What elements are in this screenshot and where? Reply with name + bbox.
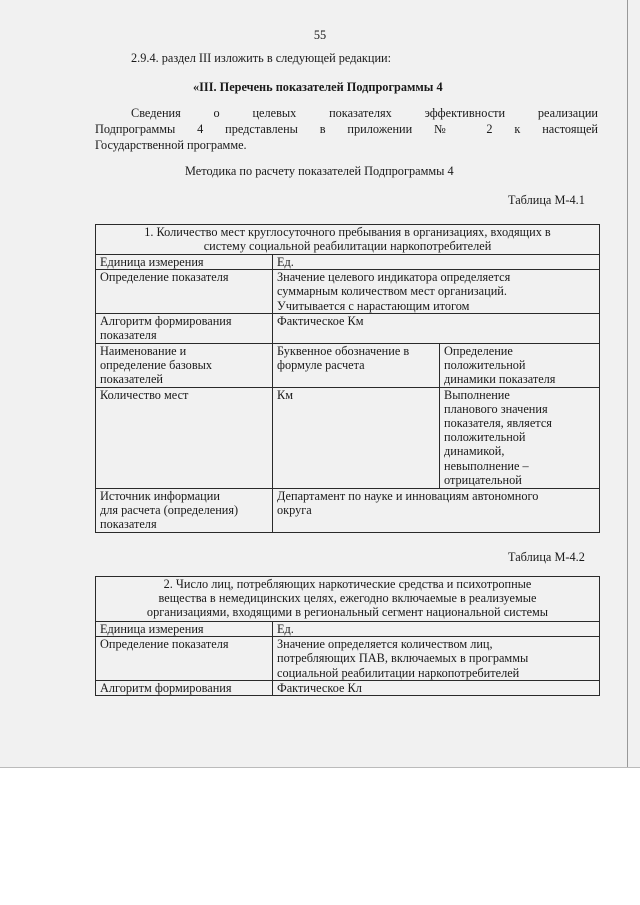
table1-source-label: Источник информации для расчета (определения) показателя [96,488,273,532]
table-m42 [95,576,600,696]
table1-unit-value: Ед. [273,255,600,270]
table1-places-label: Количество мест [96,387,273,488]
table1-letter-header: Буквенное обозначение в формуле расчета [273,343,440,387]
table2-label: Таблица М-4.2 [508,550,585,564]
table1-algorithm-value: Фактическое Км [273,314,600,343]
table2-title: 2. Число лиц, потребляющих наркотические средства и психотропные вещества в немедицинских целях, ежегодно включаемые в реализуемые организациями, входящими в региональный сегмент национальной системы [96,577,600,622]
table2-algorithm-label: Алгоритм формирования [96,681,273,696]
methodology-title: Методика по расчету показателей Подпрограммы 4 [185,164,454,178]
table1-base-name-header: Наименование и определение базовых показателей [96,343,273,387]
table1-unit-label: Единица измерения [96,255,273,270]
table1-places-symbol: Км [273,387,440,488]
table2-definition-label: Определение показателя [96,637,273,681]
paragraph-line-2: Подпрограммы 4 представлены в приложении № 2 к настоящей [95,122,598,136]
table1-places-dynamics: Выполнение планового значения показателя, является положительной динамикой, невыполнение – отрицательной [440,387,600,488]
table2-unit-value: Ед. [273,622,600,637]
section-heading: «III. Перечень показателей Подпрограммы 4 [193,80,443,94]
page-edge-bottom [0,767,640,768]
page-edge-right [627,0,628,768]
paragraph-line-3: Государственной программе. [95,138,247,152]
table2-algorithm-value: Фактическое Кл [273,681,600,696]
table1-dynamics-header: Определение положительной динамики показателя [440,343,600,387]
table1-source-value: Департамент по науке и инновациям автономного округа [273,488,600,532]
page-number: 55 [313,28,327,42]
paragraph-line-1: Сведения о целевых показателях эффективности реализации [131,106,598,120]
table2-unit-label: Единица измерения [96,622,273,637]
table1-definition-value: Значение целевого индикатора определяется суммарным количеством мест организаций. Учитывается с нарастающим итогом [273,270,600,314]
table1-algorithm-label: Алгоритм формирования показателя [96,314,273,343]
table1-label: Таблица М-4.1 [508,193,585,207]
table2-definition-value: Значение определяется количеством лиц, потребляющих ПАВ, включаемых в программы социальной реабилитации наркопотребителей [273,637,600,681]
table1-title: 1. Количество мест круглосуточного пребывания в организациях, входящих в систему социальной реабилитации наркопотребителей [96,225,600,255]
table-m41 [95,224,600,533]
table1-definition-label: Определение показателя [96,270,273,314]
intro-line: 2.9.4. раздел III изложить в следующей редакции: [131,51,392,65]
